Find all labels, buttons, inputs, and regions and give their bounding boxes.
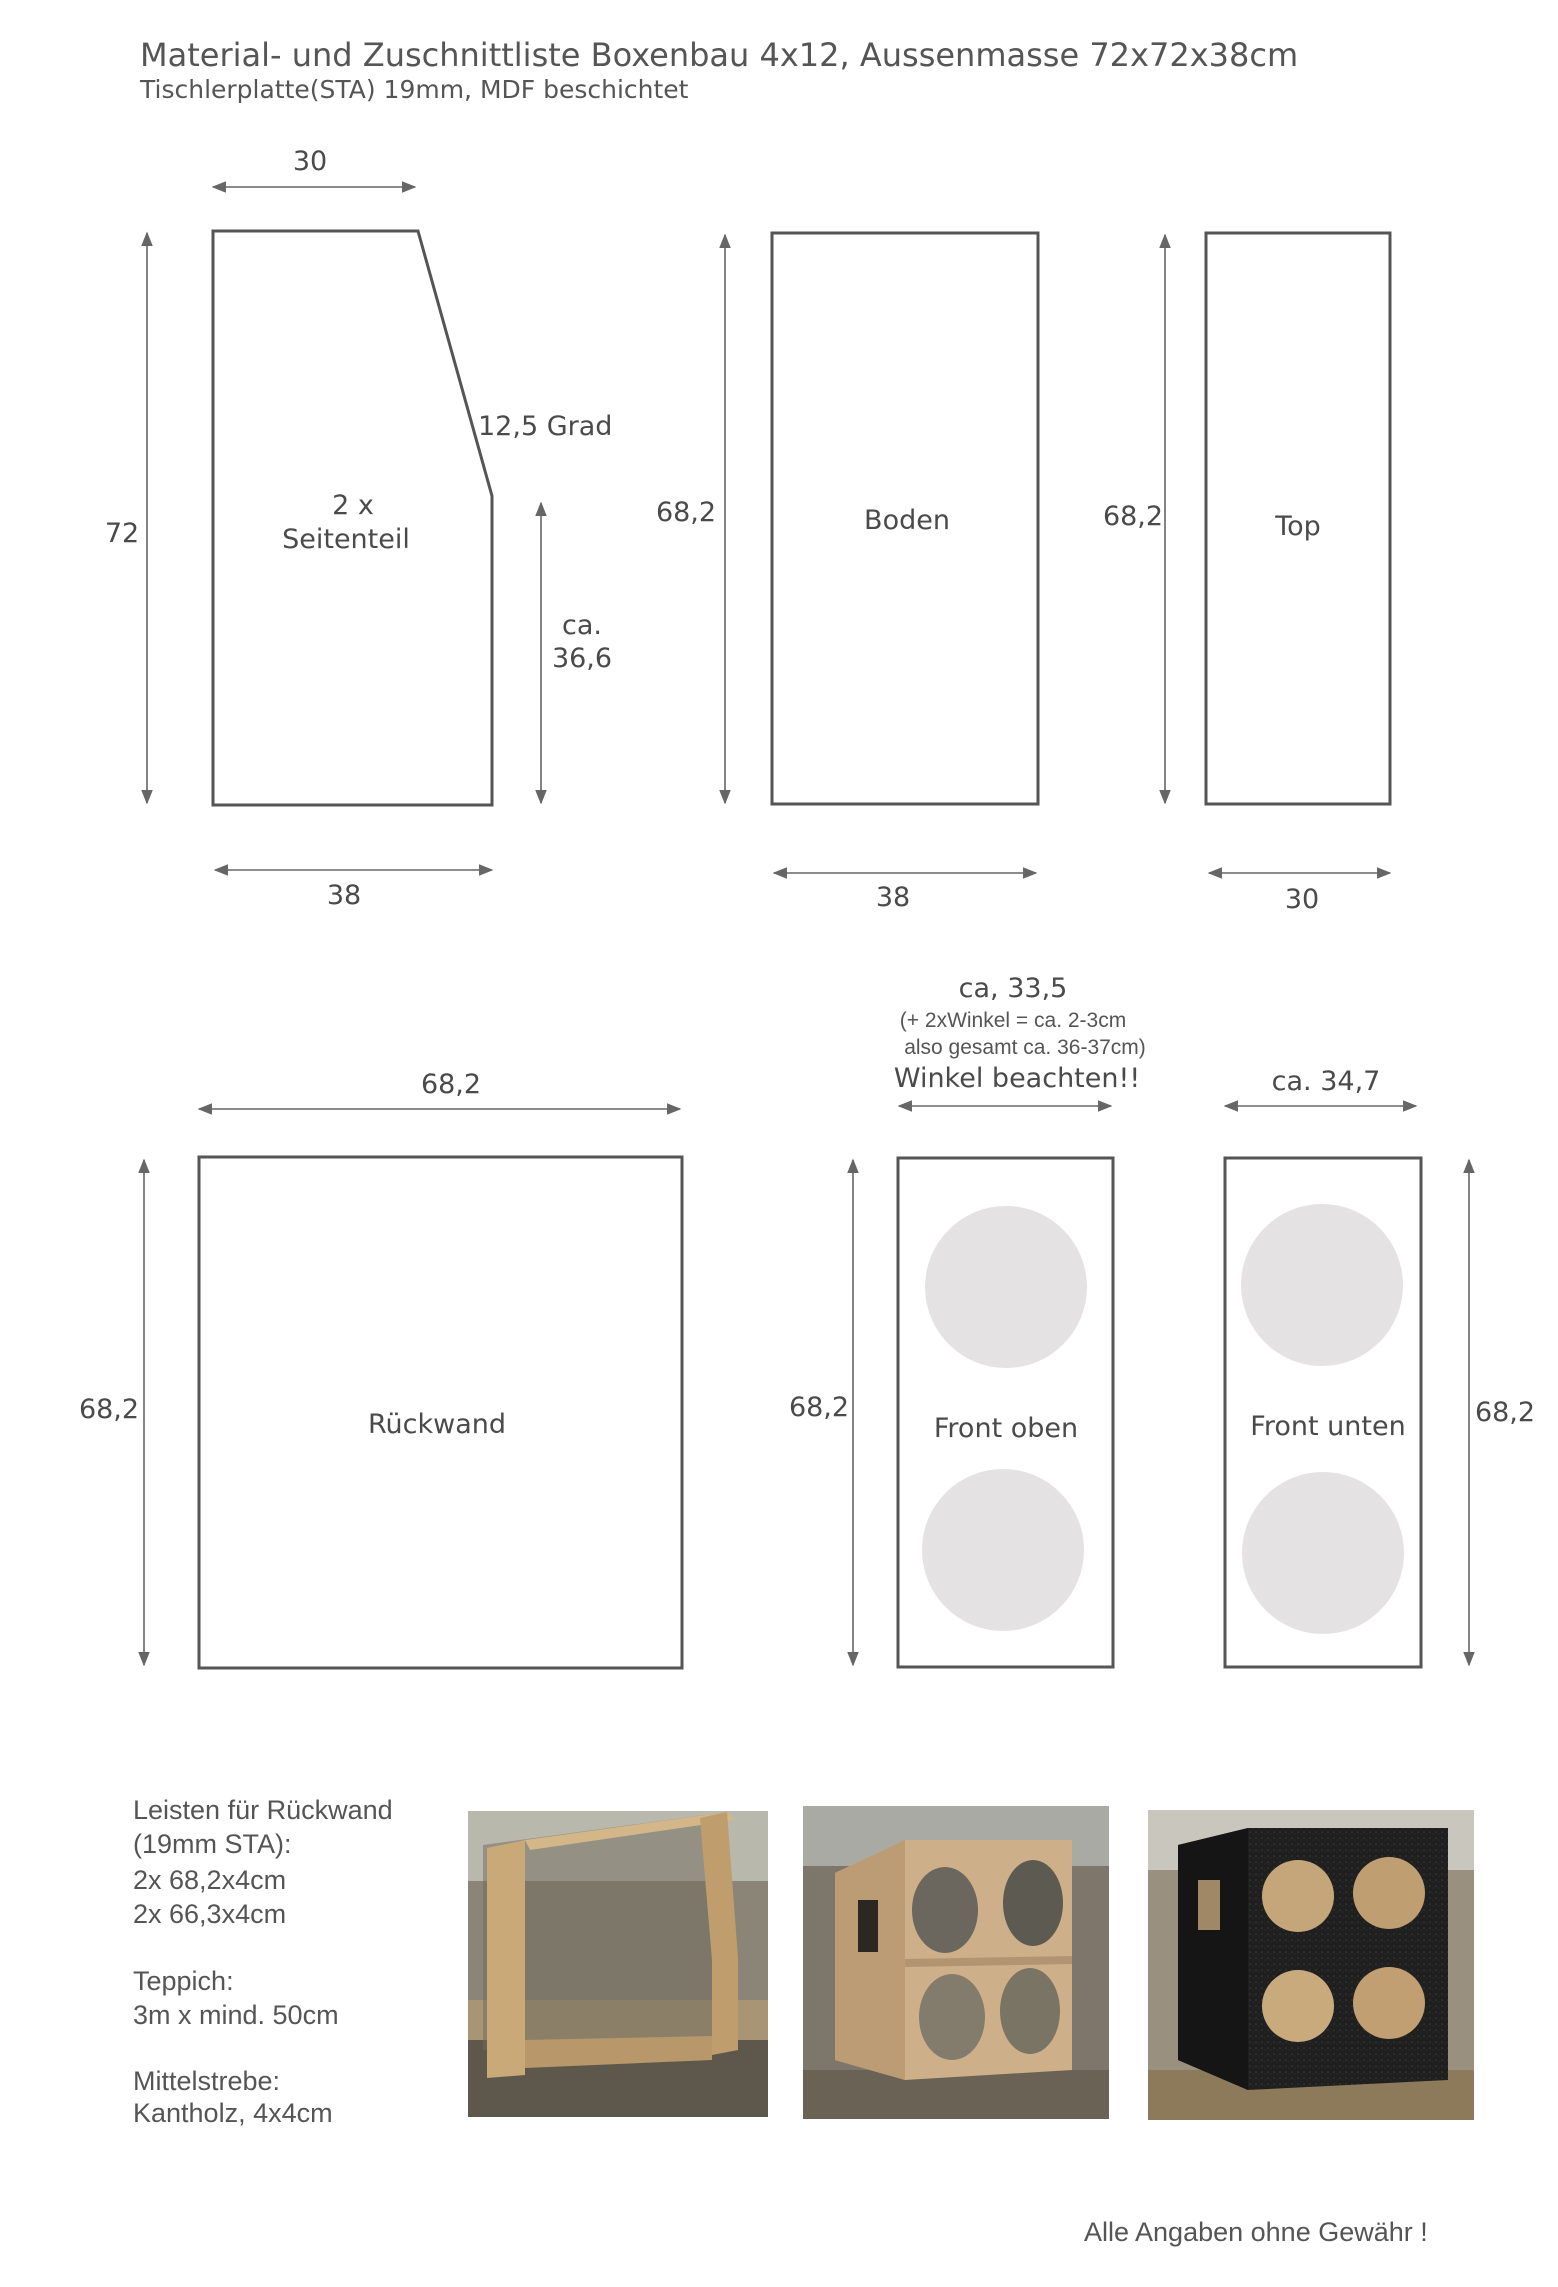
rueckwand-width-dim: 68,2 [420, 1069, 482, 1100]
boden-label: Boden [864, 505, 950, 536]
leisten-item-2: 2x 66,3x4cm [133, 1899, 287, 1929]
photo-frame-raw [468, 1811, 768, 2117]
front-oben-speaker-hole-bottom [922, 1469, 1084, 1631]
front-oben-speaker-hole-top [925, 1206, 1087, 1368]
seitenteil-label-count: 2 x [332, 490, 374, 521]
mittelstrebe-title: Mittelstrebe: [133, 2066, 281, 2096]
seitenteil-bottom-dim: 38 [326, 880, 362, 911]
panel-rueckwand [79, 1069, 682, 1668]
front-oben-label: Front oben [933, 1413, 1079, 1444]
page-title: Material- und Zuschnittliste Boxenbau 4x12, Aussenmasse 72x72x38cm [140, 36, 1299, 74]
panel-front-unten [1225, 1066, 1535, 1667]
boden-height-dim: 68,2 [655, 497, 717, 528]
panel-boden [656, 233, 1038, 913]
front-unten-width-dim: ca. 34,7 [1271, 1066, 1381, 1097]
page-subtitle: Tischlerplatte(STA) 19mm, MDF beschichtet [140, 75, 689, 104]
teppich-title: Teppich: [133, 1966, 234, 1996]
rueckwand-label: Rückwand [367, 1409, 507, 1440]
seitenteil-top-dim: 30 [292, 146, 328, 177]
top-label: Top [1275, 511, 1321, 542]
seitenteil-label: Seitenteil [282, 524, 410, 555]
boden-bottom-dim: 38 [875, 882, 911, 913]
rueckwand-height-dim: 68,2 [78, 1394, 140, 1425]
photo-cabinet-carpeted [1148, 1810, 1474, 2120]
seitenteil-lower-dim-ca: ca. [562, 610, 602, 641]
front-oben-width-dim: ca, 33,5 [958, 973, 1068, 1004]
front-oben-height-dim: 68,2 [788, 1392, 850, 1423]
top-height-dim: 68,2 [1102, 501, 1164, 532]
front-unten-label: Front unten [1250, 1411, 1406, 1442]
panel-top [1103, 233, 1390, 915]
seitenteil-angle-dim: 12,5 Grad [478, 411, 613, 442]
mittelstrebe-value: Kantholz, 4x4cm [133, 2098, 333, 2128]
front-oben-width-note2: also gesamt ca. 36-37cm) [904, 1036, 1146, 1059]
top-bottom-dim: 30 [1284, 884, 1320, 915]
front-oben-width-note1: (+ 2xWinkel = ca. 2-3cm [899, 1009, 1127, 1032]
panel-seitenteil [105, 146, 613, 911]
leisten-item-1: 2x 68,2x4cm [133, 1865, 287, 1895]
teppich-value: 3m x mind. 50cm [133, 2000, 339, 2030]
panel-front-oben [789, 973, 1146, 1667]
seitenteil-lower-dim-value: 36,6 [551, 643, 613, 674]
front-unten-speaker-hole-bottom [1242, 1472, 1404, 1634]
material-notes [133, 1795, 393, 2128]
leisten-subtitle: (19mm STA): [133, 1829, 292, 1859]
seitenteil-height-dim: 72 [104, 518, 140, 549]
disclaimer: Alle Angaben ohne Gewähr ! [1084, 2217, 1428, 2247]
leisten-title: Leisten für Rückwand [133, 1795, 393, 1825]
photo-cabinet-baffle [803, 1806, 1109, 2119]
front-unten-height-dim: 68,2 [1474, 1397, 1536, 1428]
front-oben-width-warning: Winkel beachten!! [893, 1063, 1141, 1094]
front-unten-speaker-hole-top [1241, 1204, 1403, 1366]
